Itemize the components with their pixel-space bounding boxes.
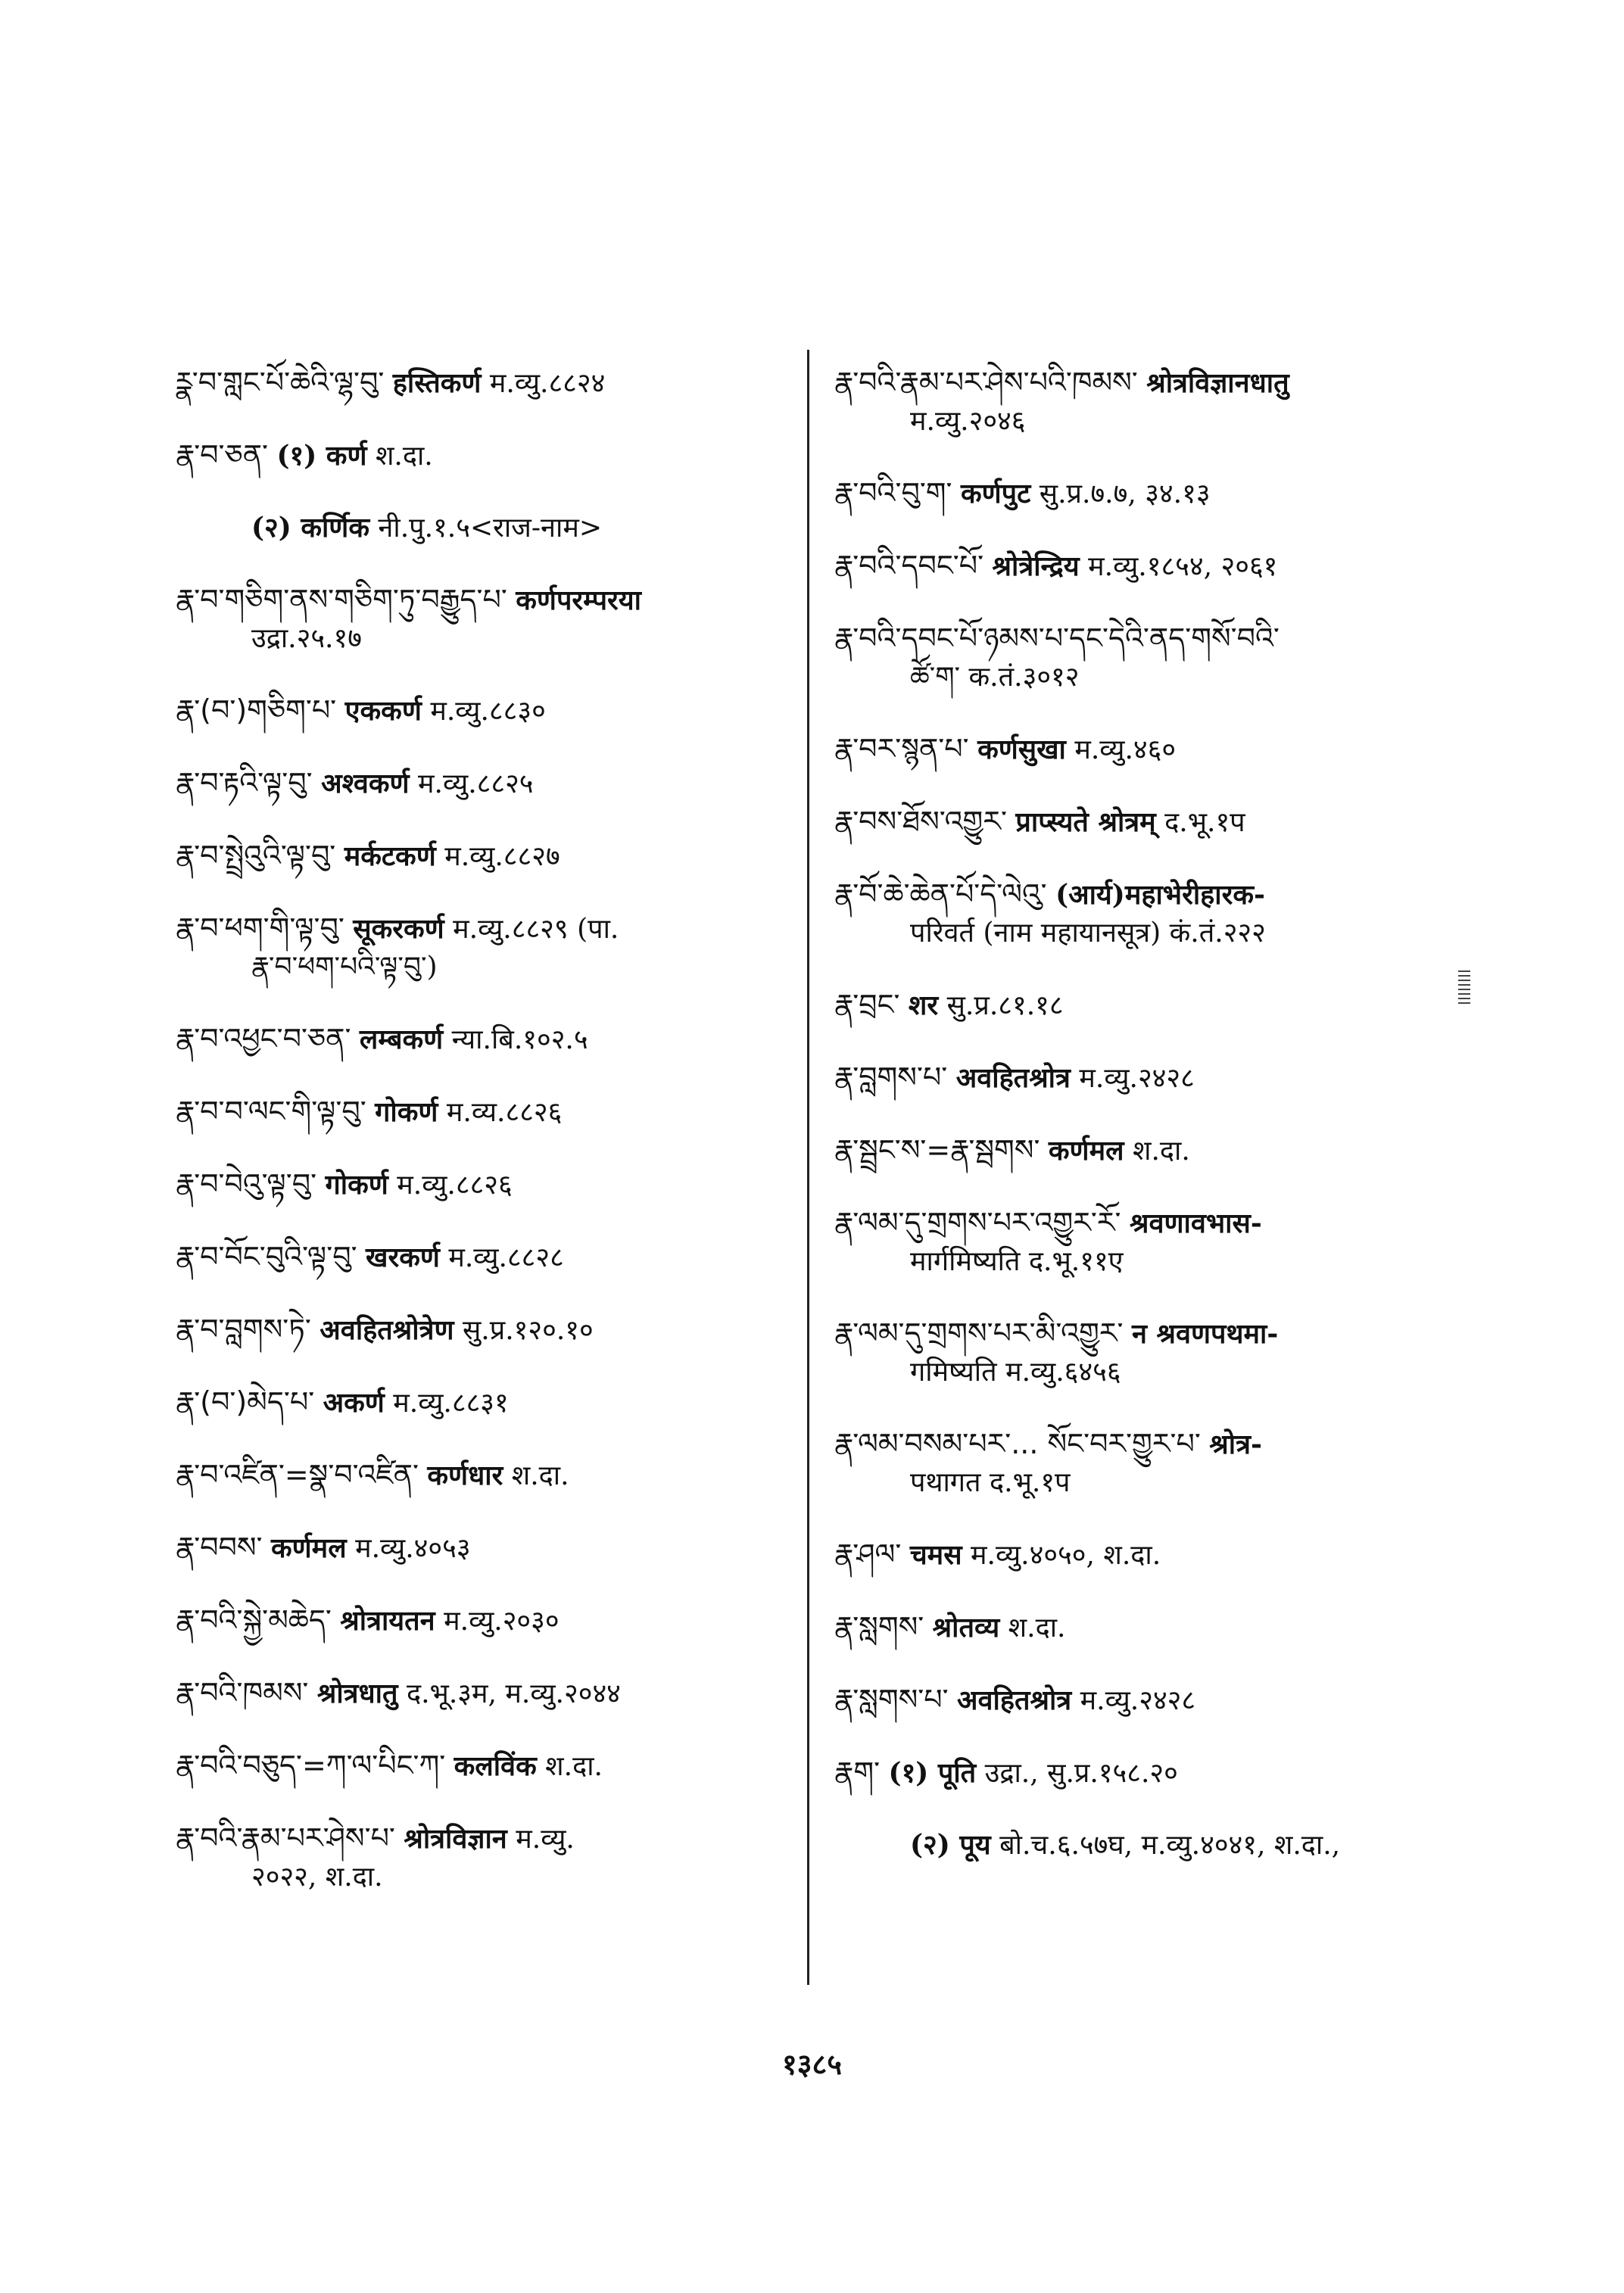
source-reference: सु.प्र.८१.१८ [946,990,1064,1021]
dictionary-entry [176,1528,812,1568]
source-reference: म.व्यु.२४२८ [1080,1685,1196,1716]
source-reference: म.व्यु.२४२८ [1079,1063,1195,1094]
margin-mark [1458,970,1470,1004]
source-reference: म.व्यु.४०५३ [355,1533,471,1564]
tibetan-headword: རྣ་བ་བ་ལང་གི་ལྟ་བུ་ [176,1095,366,1128]
tibetan-headword: རྣ་བའི་རྣམ་པར་ཤེས་པ་ [176,1821,395,1855]
dictionary-entry [176,1238,812,1277]
dictionary-entry [176,436,812,475]
dictionary-entry [834,802,1455,842]
sanskrit-equivalent: श्रोत्रायतन [340,1605,435,1637]
sanskrit-equivalent: अवहितश्रोत्र [957,1684,1072,1716]
tibetan-headword: རྣ་(བ་)གཅིག་པ་ [176,693,337,727]
source-reference: नी.पु.१.५<राज-नाम> [378,512,603,544]
dictionary-entry [834,1826,1455,1865]
source-reference: म.व्यु.८८२७ [444,841,560,872]
tibetan-headword: རྣ་སླགས་ [834,1610,924,1643]
source-reference: श.दा. [375,441,433,472]
sanskrit-equivalent: खरकर्ण [366,1242,440,1273]
source-reference: म.व्यु.४०५०, श.दा. [971,1540,1161,1571]
dictionary-entry [834,547,1455,586]
tibetan-headword: རྣ་སླགས་པ་ [834,1683,949,1716]
dictionary-entry [176,1383,812,1422]
dictionary-entry [176,1456,812,1495]
sanskrit-equivalent: कर्णसुखा [977,734,1066,765]
column-divider [807,350,809,1985]
sanskrit-equivalent: कलविंक [454,1750,537,1782]
tibetan-headword: རྣ་བ་བོང་བུའི་ལྟ་བུ་ [176,1240,357,1273]
tibetan-headword: རྣ་བླགས་པ་ [834,1061,948,1094]
tibetan-headword: རྣ་བས་ཐོས་འགྱུར་ [834,805,1007,838]
sanskrit-equivalent: (१) पूति [888,1757,977,1789]
tibetan-headword: རྣ་བའི་བཅུད་=ཀ་ལ་པིང་ཀ་ [176,1749,446,1782]
tibetan-headword: རྣ་བའི་ཁམས་ [176,1676,309,1709]
source-reference: श.दा. [545,1751,603,1782]
tibetan-headword: རྣ་བ་གཅིག་ནས་གཅིག་ཏུ་བརྒྱུད་པ་ [176,583,507,616]
tibetan-headword: རྣ་ལམ་དུ་གྲགས་པར་འགྱུར་རོ་ [834,1206,1121,1239]
tibetan-headword: རྣ་(བ་)མེད་པ་ [176,1385,315,1419]
entry-continuation: ཚོ་ག་ क.तं.३०१२ [910,662,1080,693]
dictionary-entry [176,764,812,803]
dictionary-entry [176,1165,812,1204]
entry-continuation: म.व्यु.२०४६ [910,406,1026,437]
dictionary-entry [176,509,812,547]
dictionary-entry [834,875,1455,952]
tibetan-headword: རྣ་བོ་ཆེ་ཆེན་པོ་དེ་ལེའུ་ [834,877,1047,911]
entry-continuation: पथागत द.भू.१प [910,1467,1071,1498]
dictionary-entry [176,1020,812,1059]
dictionary-entry [834,1425,1455,1502]
sanskrit-equivalent: (१) कर्ण [276,440,367,472]
sanskrit-equivalent: अवहितश्रोत्र [955,1062,1071,1094]
dictionary-entry [176,1674,812,1713]
sanskrit-equivalent: कर्णधार [427,1460,503,1491]
tibetan-headword: རྣ་བ་རྟའི་ལྟ་བུ་ [176,766,313,799]
dictionary-entry [834,1204,1455,1281]
tibetan-headword: རྣ་བ་ཅན་ [176,438,269,472]
source-reference: म.व्यु.८८२४ [489,368,606,399]
dictionary-entry [834,1608,1455,1647]
dictionary-entry [176,581,812,658]
left-column [176,363,812,1930]
source-reference: श.दा. [1132,1136,1190,1167]
tibetan-headword: རྣ་ལམ་བསམ་པར་... སོང་བར་གྱུར་པ་ [834,1427,1201,1460]
source-reference: म.व्यु.८८२९ (पा. [453,914,619,945]
sanskrit-equivalent: कर्णपरम्परया [516,584,641,616]
source-reference: म.व्यु. [516,1824,575,1855]
dictionary-entry [176,691,812,731]
source-reference: म.व्यु.४६० [1074,734,1177,765]
sanskrit-equivalent: अवहितश्रोत्रेण [320,1314,454,1346]
source-reference: न्या.बि.१०२.५ [451,1024,588,1055]
sanskrit-equivalent: गोकर्ण [375,1096,438,1128]
source-reference: सु.प्र.७.७, ३४.१३ [1039,478,1211,509]
dictionary-entry [834,363,1455,441]
source-reference: म.व्य.८८२६ [446,1097,563,1128]
tibetan-headword: རྣ་བའི་སྐྱེ་མཆེད་ [176,1603,332,1637]
tibetan-headword: རྣ་བ་འཕྱང་བ་ཅན་ [176,1022,351,1055]
source-reference: श.दा. [511,1460,569,1491]
sanskrit-equivalent: श्रोतव्य [932,1612,1000,1643]
sanskrit-equivalent: प्राप्स्यते श्रोत्रम् [1015,806,1156,838]
source-reference: द.भू.३म, म.व्यु.२०४४ [406,1678,621,1709]
tibetan-headword: རྣ་བའི་དབང་པོ་ཉམས་པ་དང་དེའི་ནད་གསོ་བའི་ [834,622,1280,655]
source-reference: बो.च.६.५७घ, म.व्यु.४०४१, श.दा., [999,1830,1341,1861]
tibetan-headword: རྣ་བ་ཕག་གི་ལྟ་བུ་ [176,911,344,945]
dictionary-entry [834,1314,1455,1391]
sanskrit-equivalent: (२) पूय [910,1829,991,1861]
sanskrit-equivalent: कर्णपुट [961,478,1031,509]
dictionary-entry [176,1092,812,1132]
tibetan-headword: རྣ་བྲང་ [834,988,900,1021]
source-reference: उद्रा., सु.प्र.१५८.२० [984,1758,1178,1789]
sanskrit-equivalent: लम्बकर्ण [359,1023,444,1055]
page-number: १३८५ [781,2047,843,2081]
source-reference: म.व्यु.८८३१ [393,1388,509,1419]
dictionary-entry [834,986,1455,1025]
sanskrit-equivalent: अकर्ण [323,1387,385,1419]
sanskrit-equivalent: श्रोत्रविज्ञान [404,1823,507,1855]
source-reference: द.भू.१प [1164,807,1245,838]
source-reference: म.व्यु.८८३० [430,696,546,727]
tibetan-headword: ཪྣ་བ་གླང་པོ་ཆེའི་ལྷ་བུ་ [176,366,385,399]
dictionary-entry [834,1131,1455,1170]
entry-continuation: मार्गमिष्यति द.भू.११ए [910,1246,1124,1277]
dictionary-entry [834,1681,1455,1720]
sanskrit-equivalent: श्रोत्रधातु [316,1678,398,1709]
sanskrit-equivalent: श्रोत्रेन्द्रिय [992,550,1080,582]
entry-continuation: རྣ་བ་ཕག་པའི་ལྟ་བུ་) [251,952,438,983]
sanskrit-equivalent: शर [908,989,939,1021]
dictionary-entry [176,1601,812,1640]
entry-continuation: परिवर्त (नाम महायानसूत्र) कं.तं.२२२ [910,918,1266,949]
tibetan-headword: རྣ་བར་སྙན་པ་ [834,732,969,765]
tibetan-headword: རྣ་བ་འཛིན་=སྣ་བ་འཛིན་ [176,1458,419,1491]
dictionary-entry [176,837,812,876]
dictionary-entry [834,1058,1455,1098]
tibetan-headword: རྣ་བབས་ [176,1531,263,1564]
sanskrit-equivalent: (आर्य)महाभेरीहारक- [1055,879,1265,911]
sanskrit-equivalent: चमस [909,1539,962,1571]
sanskrit-equivalent: कर्णमल [1048,1135,1124,1167]
sanskrit-equivalent: न श्रवणपथमा- [1131,1318,1279,1350]
tibetan-headword: རྣ་བ་བླགས་ཏེ་ [176,1313,311,1346]
tibetan-headword: རྣ་ལམ་དུ་གྲགས་པར་མི་འགྱུར་ [834,1316,1124,1350]
sanskrit-equivalent: श्रवणावभास- [1129,1207,1262,1239]
dictionary-entry [834,619,1455,696]
tibetan-headword: རྣ་ཤལ་ [834,1537,902,1571]
tibetan-headword: རྣ་བའི་བུ་ག་ [834,476,952,509]
sanskrit-equivalent: मर्कटकर्ण [344,840,436,872]
sanskrit-equivalent: (२) कर्णिक [251,512,369,544]
sanskrit-equivalent: गोकर्ण [325,1169,388,1201]
entry-continuation: २०२२, श.दा. [251,1862,383,1893]
sanskrit-equivalent: एककर्ण [344,695,422,727]
dictionary-entry [834,730,1455,769]
sanskrit-equivalent: श्रोत्र- [1209,1428,1262,1460]
tibetan-headword: རྣ་བ་བེའུ་ལྟ་བུ་ [176,1167,317,1201]
sanskrit-equivalent: अश्वकर्ण [321,768,410,799]
tibetan-headword: རྣ་བའི་དབང་པོ་ [834,549,984,582]
tibetan-headword: རྣ་བའི་རྣམ་པར་ཤེས་པའི་ཁམས་ [834,366,1138,399]
entry-continuation: उद्रा.२५.१७ [251,623,362,654]
source-reference: श.दा. [1008,1612,1066,1643]
dictionary-entry [176,909,812,986]
source-reference: म.व्यु.२०३० [444,1606,560,1637]
source-reference: म.व्यु.८८२५ [418,768,534,799]
source-reference: म.व्यु.८८२६ [397,1170,513,1201]
dictionary-entry [176,1310,812,1350]
sanskrit-equivalent: हस्तिकर्ण [392,367,482,399]
dictionary-entry [834,1753,1455,1793]
dictionary-entry [834,474,1455,513]
right-column [834,363,1455,1898]
sanskrit-equivalent: सूकरकर्ण [353,913,444,945]
sanskrit-equivalent: श्रोत्रविज्ञानधातु [1146,367,1289,399]
sanskrit-equivalent: कर्णमल [271,1532,347,1564]
tibetan-headword: རྣ་སྦྲང་ས་=རྣ་སྦགས་ [834,1133,1040,1167]
dictionary-entry [176,363,812,403]
source-reference: सु.प्र.१२०.१० [462,1315,594,1346]
tibetan-headword: རྣ་བ་སྤྲེའུའི་ལྟ་བུ་ [176,839,336,872]
dictionary-entry [834,1535,1455,1575]
entry-continuation: गमिष्यति म.व्यु.६४५६ [910,1357,1121,1388]
tibetan-headword: རྣག་ [834,1756,881,1789]
source-reference: म.व्यु.८८२८ [448,1242,564,1273]
dictionary-entry [176,1746,812,1786]
source-reference: म.व्यु.१८५४, २०६१ [1088,551,1278,582]
dictionary-entry [176,1819,812,1896]
